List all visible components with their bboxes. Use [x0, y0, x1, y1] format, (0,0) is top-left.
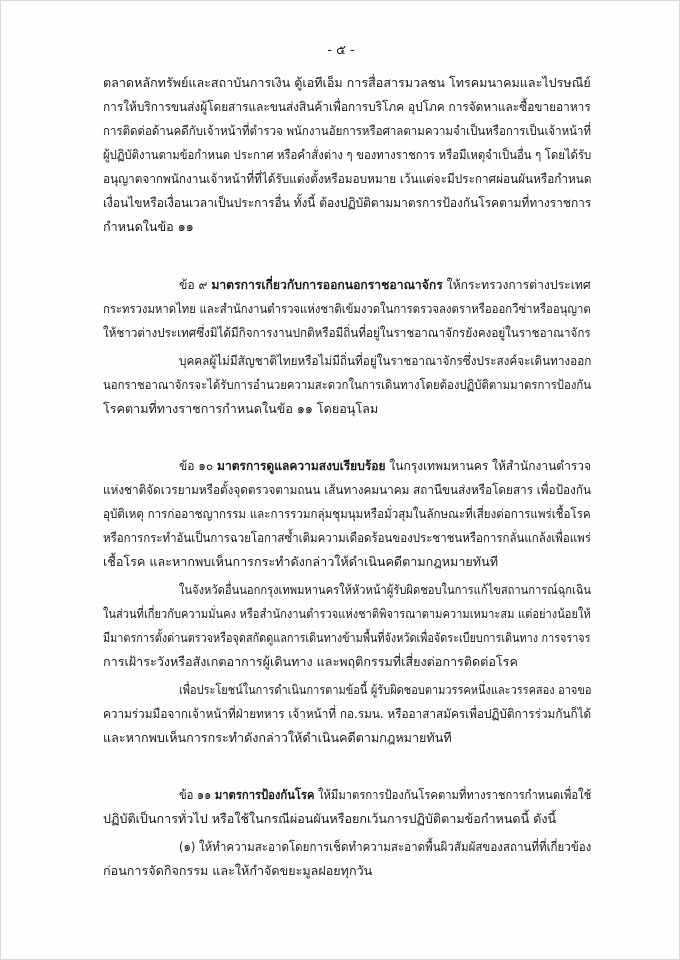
intro-line-6: เงื่อนไขหรือเงื่อนเวลาเป็นประการอื่น ทั้งนี้ ต้องปฏิบัติตามมาตรการป้องกันโรคตามที่ทางราชการ: [103, 195, 592, 210]
section-10-line-11: และหากพบเห็นการกระทำดังกล่าวให้ดำเนินคดีตามกฎหมายทันที: [103, 730, 452, 745]
intro-line-5: อนุญาตจากพนักงานเจ้าหน้าที่ที่ได้รับแต่งตั้งหรือมอบหมาย เว้นแต่จะมีประกาศผ่อนผันหรือกำหนด: [103, 171, 592, 186]
intro-line-4: ผู้ปฏิบัติงานตามข้อกำหนด ประกาศ หรือคำสั่งต่าง ๆ ของทางราชการ หรือมีเหตุจำเป็นอื่น ๆ โดยได้รับ: [103, 147, 592, 162]
intro-line-1: ตลาดหลักทรัพย์และสถาบันการเงิน ตู้เอทีเอ็ม การสื่อสารมวลชน โทรคมนาคมและไปรษณีย์: [103, 75, 591, 90]
section-10-line-1: แห่งชาติจัดเวรยามหรือตั้งจุดตรวจตามถนน เส้นทางคมนาคม สถานีขนส่งหรือโดยสาร เพื่อป้องกัน: [103, 482, 591, 497]
section-9-first-line: ให้กระทรวงการต่างประเทศ: [446, 277, 591, 292]
section-9-title: มาตรการเกี่ยวกับการออกนอกราชอาณาจักร: [211, 277, 443, 292]
section-10-heading: [179, 456, 591, 476]
section-9-line-3: บุคคลผู้ไม่มีสัญชาติไทยหรือไม่มีถิ่นที่อยู่ในราชอาณาจักรซึ่งประสงค์จะเดินทางออก: [179, 353, 592, 368]
section-10-line-3: หรือการกระทำอันเป็นการฉวยโอกาสซ้ำเติมความเดือดร้อนของประชาชนหรือการกลั่นแกล้งเพื่อแพร่: [103, 530, 591, 545]
section-9-heading: [179, 275, 591, 295]
section-10-number: ข้อ ๑๐: [179, 458, 214, 473]
section-10-line-9: เพื่อประโยชน์ในการดำเนินการตามข้อนี้ ผู้รับผิดชอบตามวรรคหนึ่งและวรรคสอง อาจขอ: [179, 682, 592, 697]
section-11-number: ข้อ ๑๑: [179, 787, 212, 802]
section-10-line-2: อุบัติเหตุ การก่ออาชญากรรม และการรวมกลุ่มชุมนุมหรือมั่วสุมในลักษณะที่เสี่ยงต่อการแพร่เชื้อโรค: [103, 506, 591, 521]
section-10-line-7: มีมาตรการตั้งด่านตรวจหรือจุดสกัดดูแลการเดินทางข้ามพื้นที่จังหวัดเพื่อจัดระเบียบการเดินทาง การจราจร: [103, 630, 591, 645]
section-10-first-line: ในกรุงเทพมหานคร ให้สำนักงานตำรวจ: [389, 458, 592, 473]
section-10-line-6: ในส่วนที่เกี่ยวกับความมั่นคง หรือสำนักงานตำรวจแห่งชาติพิจารณาตามความเหมาะสม แต่อย่างน้อยให้: [103, 606, 591, 621]
intro-line-3: การติดต่อด้านคดีกับเจ้าหน้าที่ตำรวจ พนักงานอัยการหรือศาลตามความจำเป็นหรือการเป็นเจ้าหน้าที่: [103, 123, 592, 138]
section-10-title: มาตรการดูแลความสงบเรียบร้อย: [217, 458, 386, 473]
section-11-line-2: (๑) ให้ทำความสะอาดโดยการเช็ดทำความสะอาดพื้นผิวสัมผัสของสถานที่ที่เกี่ยวข้อง: [179, 839, 592, 854]
page-number: - ๕ -: [327, 43, 355, 58]
section-11-line-3: ก่อนการจัดกิจกรรม และให้กำจัดขยะมูลฝอยทุกวัน: [103, 863, 373, 878]
section-9-number: ข้อ ๙: [179, 277, 208, 292]
section-11-heading: [179, 785, 591, 805]
section-10-line-10: ความร่วมมือจากเจ้าหน้าที่ฝ่ายทหาร เจ้าหน้าที่ กอ.รมน. หรืออาสาสมัครเพื่อปฏิบัติการร่วมกันก็ได้: [103, 706, 592, 721]
section-10-line-5: ในจังหวัดอื่นนอกกรุงเทพมหานครให้หัวหน้าผู้รับผิดชอบในการแก้ไขสถานการณ์ฉุกเฉิน: [179, 582, 592, 597]
section-10-line-4: เชื้อโรค และหากพบเห็นการกระทำดังกล่าวให้ดำเนินคดีตามกฎหมายทันที: [103, 554, 499, 569]
section-10-line-8: การเฝ้าระวังหรือสังเกตอาการผู้เดินทาง และพฤติกรรมที่เสี่ยงต่อการติดต่อโรค: [103, 654, 518, 669]
section-11-title: มาตรการป้องกันโรค: [214, 787, 315, 802]
intro-line-7: กำหนดในข้อ ๑๑: [103, 219, 194, 234]
section-9-line-5: โรคตามที่ทางราชการกำหนดในข้อ ๑๑ โดยอนุโลม: [103, 401, 379, 416]
section-11-line-1: ปฏิบัติเป็นการทั่วไป หรือใช้ในกรณีผ่อนผันหรือยกเว้นการปฏิบัติตามข้อกำหนดนี้ ดังนี้: [103, 811, 557, 826]
intro-line-2: การให้บริการขนส่งผู้โดยสารและขนส่งสินค้าเพื่อการบริโภค อุปโภค การจัดหาและซื้อขายอาหาร: [103, 99, 591, 114]
section-11-first-line: ให้มีมาตรการป้องกันโรคตามที่ทางราชการกำหนดเพื่อใช้: [318, 787, 592, 802]
section-9-line-2: ให้ชาวต่างประเทศซึ่งมิได้มีกิจการงานปกติหรือมีถิ่นที่อยู่ในราชอาณาจักรยังคงอยู่ในราชอาณาจักร: [103, 325, 591, 340]
section-9-line-4: นอกราชอาณาจักรจะได้รับการอำนวยความสะดวกในการเดินทางโดยต้องปฏิบัติตามมาตรการป้องกัน: [103, 377, 592, 392]
section-9-line-1: กระทรวงมหาดไทย และสำนักงานตำรวจแห่งชาติเข้มงวดในการตรวจลงตราหรือออกวีซ่าหรืออนุญาต: [103, 301, 591, 316]
